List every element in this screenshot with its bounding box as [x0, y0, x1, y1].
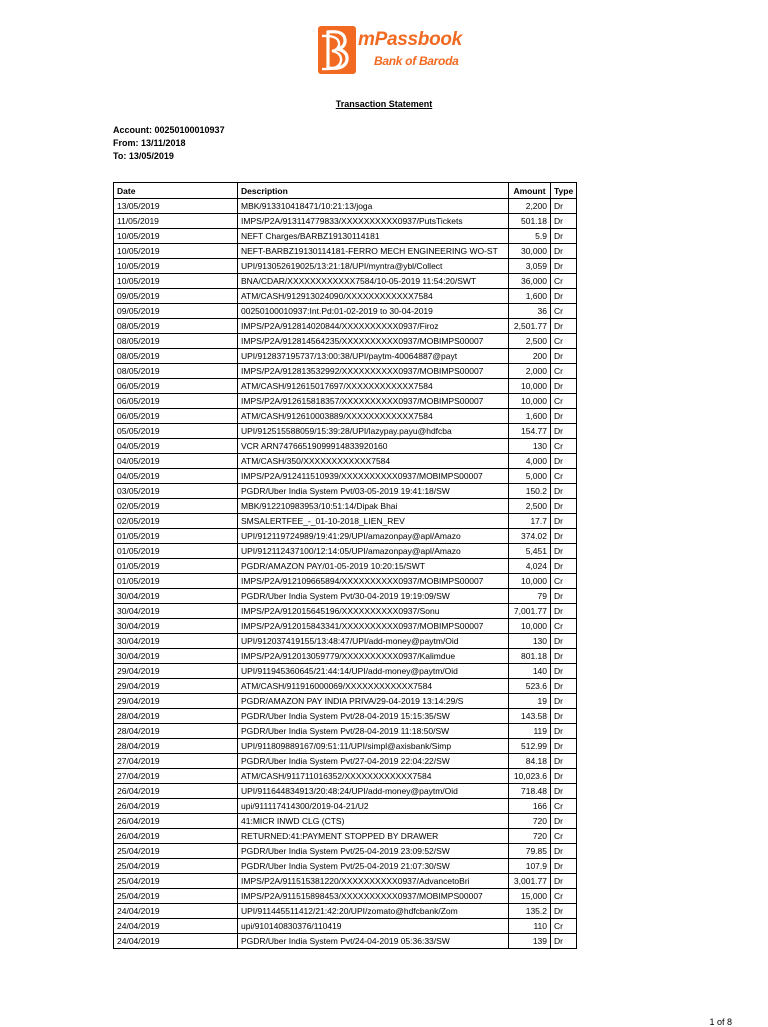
cell-date: 10/05/2019 — [114, 244, 238, 259]
table-row — [114, 934, 577, 949]
cell-description: UPI/911809889167/09:51:11/UPI/simpl@axisbank/Simp — [238, 739, 509, 754]
cell-amount: 10,023.6 — [509, 769, 551, 784]
cell-date: 25/04/2019 — [114, 844, 238, 859]
cell-type: Cr — [551, 469, 577, 484]
cell-type: Cr — [551, 619, 577, 634]
cell-date: 25/04/2019 — [114, 889, 238, 904]
cell-type: Dr — [551, 199, 577, 214]
cell-description: upi/911117414300/2019-04-21/U2 — [238, 799, 509, 814]
header-type: Type — [551, 183, 577, 199]
bank-logo — [318, 24, 462, 80]
cell-description: NEFT Charges/BARBZ19130114181 — [238, 229, 509, 244]
table-row — [114, 199, 577, 214]
cell-amount: 143.58 — [509, 709, 551, 724]
cell-amount: 135.2 — [509, 904, 551, 919]
cell-description: upi/910140830376/110419 — [238, 919, 509, 934]
table-row — [114, 664, 577, 679]
cell-date: 02/05/2019 — [114, 514, 238, 529]
table-row — [114, 289, 577, 304]
cell-date: 04/05/2019 — [114, 454, 238, 469]
table-row — [114, 634, 577, 649]
table-row — [114, 244, 577, 259]
table-row — [114, 784, 577, 799]
cell-date: 03/05/2019 — [114, 484, 238, 499]
table-row — [114, 484, 577, 499]
table-row — [114, 304, 577, 319]
table-row — [114, 319, 577, 334]
cell-date: 25/04/2019 — [114, 874, 238, 889]
cell-description: IMPS/P2A/912013059779/XXXXXXXXXX0937/Kalimdue — [238, 649, 509, 664]
cell-amount: 107.9 — [509, 859, 551, 874]
cell-type: Dr — [551, 844, 577, 859]
cell-type: Dr — [551, 724, 577, 739]
table-row — [114, 469, 577, 484]
table-row — [114, 739, 577, 754]
cell-description: IMPS/P2A/912109665894/XXXXXXXXXX0937/MOBIMPS00007 — [238, 574, 509, 589]
cell-type: Dr — [551, 319, 577, 334]
cell-amount: 140 — [509, 664, 551, 679]
cell-type: Dr — [551, 514, 577, 529]
cell-type: Dr — [551, 754, 577, 769]
cell-date: 28/04/2019 — [114, 739, 238, 754]
page-number: 1 of 8 — [709, 1017, 732, 1027]
cell-description: ATM/CASH/911711016352/XXXXXXXXXXXX7584 — [238, 769, 509, 784]
cell-type: Dr — [551, 859, 577, 874]
cell-amount: 84.18 — [509, 754, 551, 769]
cell-type: Cr — [551, 829, 577, 844]
table-row — [114, 514, 577, 529]
cell-description: RETURNED:41:PAYMENT STOPPED BY DRAWER — [238, 829, 509, 844]
cell-amount: 10,000 — [509, 574, 551, 589]
cell-amount: 79 — [509, 589, 551, 604]
cell-type: Dr — [551, 934, 577, 949]
period-to: To: 13/05/2019 — [113, 151, 174, 161]
cell-date: 26/04/2019 — [114, 829, 238, 844]
table-row — [114, 379, 577, 394]
cell-type: Dr — [551, 784, 577, 799]
cell-date: 11/05/2019 — [114, 214, 238, 229]
header-description: Description — [238, 183, 509, 199]
cell-description: IMPS/P2A/911515381220/XXXXXXXXXX0937/AdvancetoBri — [238, 874, 509, 889]
table-row — [114, 559, 577, 574]
cell-description: UPI/912119724989/19:41:29/UPI/amazonpay@apl/Amazo — [238, 529, 509, 544]
table-row — [114, 454, 577, 469]
cell-type: Cr — [551, 334, 577, 349]
cell-amount: 200 — [509, 349, 551, 364]
cell-date: 30/04/2019 — [114, 634, 238, 649]
table-row — [114, 904, 577, 919]
cell-date: 27/04/2019 — [114, 769, 238, 784]
cell-date: 10/05/2019 — [114, 274, 238, 289]
table-row — [114, 754, 577, 769]
cell-description: NEFT-BARBZ19130114181-FERRO MECH ENGINEERING WO-ST — [238, 244, 509, 259]
cell-description: UPI/911945360645/21:44:14/UPI/add-money@paytm/Oid — [238, 664, 509, 679]
cell-description: PGDR/Uber India System Pvt/28-04-2019 11:18:50/SW — [238, 724, 509, 739]
cell-amount: 110 — [509, 919, 551, 934]
cell-date: 04/05/2019 — [114, 469, 238, 484]
cell-type: Dr — [551, 739, 577, 754]
cell-description: UPI/911445511412/21:42:20/UPI/zomato@hdfcbank/Zom — [238, 904, 509, 919]
cell-date: 05/05/2019 — [114, 424, 238, 439]
cell-date: 24/04/2019 — [114, 904, 238, 919]
cell-amount: 720 — [509, 814, 551, 829]
cell-description: IMPS/P2A/911515898453/XXXXXXXXXX0937/MOBIMPS00007 — [238, 889, 509, 904]
cell-description: UPI/912112437100/12:14:05/UPI/amazonpay@apl/Amazo — [238, 544, 509, 559]
table-row — [114, 919, 577, 934]
cell-date: 08/05/2019 — [114, 349, 238, 364]
cell-amount: 154.77 — [509, 424, 551, 439]
cell-type: Dr — [551, 214, 577, 229]
cell-description: UPI/912037419155/13:48:47/UPI/add-money@paytm/Oid — [238, 634, 509, 649]
cell-description: SMSALERTFEE_-_01-10-2018_LIEN_REV — [238, 514, 509, 529]
table-row — [114, 229, 577, 244]
cell-date: 09/05/2019 — [114, 304, 238, 319]
cell-date: 02/05/2019 — [114, 499, 238, 514]
cell-type: Dr — [551, 634, 577, 649]
table-row — [114, 874, 577, 889]
cell-date: 28/04/2019 — [114, 709, 238, 724]
cell-description: UPI/912515588059/15:39:28/UPI/lazypay.payu@hdfcba — [238, 424, 509, 439]
cell-description: UPI/912837195737/13:00:38/UPI/paytm-40064887@payt — [238, 349, 509, 364]
cell-description: UPI/913052619025/13:21:18/UPI/myntra@ybl/Collect — [238, 259, 509, 274]
cell-description: ATM/CASH/912610003889/XXXXXXXXXXXX7584 — [238, 409, 509, 424]
cell-date: 30/04/2019 — [114, 589, 238, 604]
table-row — [114, 529, 577, 544]
cell-description: PGDR/Uber India System Pvt/27-04-2019 22:04:22/SW — [238, 754, 509, 769]
cell-description: IMPS/P2A/912814020844/XXXXXXXXXX0937/Firoz — [238, 319, 509, 334]
cell-type: Cr — [551, 799, 577, 814]
table-body — [114, 199, 577, 949]
table-row — [114, 694, 577, 709]
cell-date: 29/04/2019 — [114, 664, 238, 679]
cell-amount: 512.99 — [509, 739, 551, 754]
cell-date: 06/05/2019 — [114, 394, 238, 409]
cell-type: Dr — [551, 424, 577, 439]
cell-type: Cr — [551, 919, 577, 934]
cell-date: 06/05/2019 — [114, 409, 238, 424]
cell-description: PGDR/Uber India System Pvt/24-04-2019 05:36:33/SW — [238, 934, 509, 949]
cell-type: Cr — [551, 889, 577, 904]
cell-amount: 139 — [509, 934, 551, 949]
cell-type: Dr — [551, 604, 577, 619]
table-row — [114, 844, 577, 859]
cell-description: PGDR/Uber India System Pvt/03-05-2019 19:41:18/SW — [238, 484, 509, 499]
cell-amount: 5,451 — [509, 544, 551, 559]
cell-type: Dr — [551, 664, 577, 679]
cell-description: 41:MICR INWD CLG (CTS) — [238, 814, 509, 829]
cell-description: IMPS/P2A/912814564235/XXXXXXXXXX0937/MOBIMPS00007 — [238, 334, 509, 349]
cell-amount: 5,000 — [509, 469, 551, 484]
cell-date: 26/04/2019 — [114, 814, 238, 829]
cell-amount: 2,000 — [509, 364, 551, 379]
cell-amount: 374.02 — [509, 529, 551, 544]
cell-description: MBK/912210983953/10:51:14/Dipak Bhai — [238, 499, 509, 514]
cell-amount: 36,000 — [509, 274, 551, 289]
table-row — [114, 394, 577, 409]
cell-amount: 1,600 — [509, 289, 551, 304]
cell-type: Dr — [551, 484, 577, 499]
cell-amount: 501.18 — [509, 214, 551, 229]
cell-type: Cr — [551, 574, 577, 589]
cell-amount: 4,024 — [509, 559, 551, 574]
account-number: Account: 00250100010937 — [113, 125, 225, 135]
cell-amount: 3,001.77 — [509, 874, 551, 889]
cell-amount: 30,000 — [509, 244, 551, 259]
cell-amount: 2,200 — [509, 199, 551, 214]
cell-date: 24/04/2019 — [114, 919, 238, 934]
cell-date: 30/04/2019 — [114, 604, 238, 619]
table-row — [114, 214, 577, 229]
table-header-row — [114, 183, 577, 199]
cell-amount: 4,000 — [509, 454, 551, 469]
cell-date: 01/05/2019 — [114, 529, 238, 544]
cell-description: PGDR/AMAZON PAY INDIA PRIVA/29-04-2019 13:14:29/S — [238, 694, 509, 709]
cell-date: 01/05/2019 — [114, 574, 238, 589]
cell-amount: 17.7 — [509, 514, 551, 529]
cell-type: Cr — [551, 439, 577, 454]
cell-type: Dr — [551, 529, 577, 544]
cell-description: IMPS/P2A/912411510939/XXXXXXXXXX0937/MOBIMPS00007 — [238, 469, 509, 484]
table-row — [114, 589, 577, 604]
table-row — [114, 424, 577, 439]
cell-description: PGDR/Uber India System Pvt/28-04-2019 15:15:35/SW — [238, 709, 509, 724]
table-row — [114, 769, 577, 784]
cell-amount: 523.6 — [509, 679, 551, 694]
table-row — [114, 349, 577, 364]
cell-date: 29/04/2019 — [114, 679, 238, 694]
cell-date: 13/05/2019 — [114, 199, 238, 214]
cell-type: Dr — [551, 649, 577, 664]
cell-date: 10/05/2019 — [114, 259, 238, 274]
period-from: From: 13/11/2018 — [113, 138, 186, 148]
cell-type: Dr — [551, 709, 577, 724]
table-row — [114, 274, 577, 289]
cell-description: IMPS/P2A/912015843341/XXXXXXXXXX0937/MOBIMPS00007 — [238, 619, 509, 634]
cell-type: Cr — [551, 394, 577, 409]
cell-type: Dr — [551, 679, 577, 694]
table-row — [114, 724, 577, 739]
table-row — [114, 604, 577, 619]
cell-date: 25/04/2019 — [114, 859, 238, 874]
table-row — [114, 889, 577, 904]
cell-type: Dr — [551, 559, 577, 574]
table-row — [114, 649, 577, 664]
cell-amount: 19 — [509, 694, 551, 709]
cell-date: 24/04/2019 — [114, 934, 238, 949]
table-row — [114, 409, 577, 424]
table-row — [114, 574, 577, 589]
cell-amount: 15,000 — [509, 889, 551, 904]
cell-amount: 10,000 — [509, 619, 551, 634]
cell-description: IMPS/P2A/912015645196/XXXXXXXXXX0937/Sonu — [238, 604, 509, 619]
cell-date: 29/04/2019 — [114, 694, 238, 709]
cell-amount: 79.85 — [509, 844, 551, 859]
table-row — [114, 829, 577, 844]
transactions-table — [113, 182, 577, 949]
cell-type: Dr — [551, 694, 577, 709]
header-amount: Amount — [509, 183, 551, 199]
cell-description: ATM/CASH/911916000069/XXXXXXXXXXXX7584 — [238, 679, 509, 694]
cell-type: Dr — [551, 589, 577, 604]
cell-amount: 720 — [509, 829, 551, 844]
cell-description: IMPS/P2A/912615818357/XXXXXXXXXX0937/MOBIMPS00007 — [238, 394, 509, 409]
brand-name: mPassbook — [358, 29, 462, 50]
cell-description: MBK/913310418471/10:21:13/joga — [238, 199, 509, 214]
cell-date: 08/05/2019 — [114, 319, 238, 334]
cell-description: PGDR/AMAZON PAY/01-05-2019 10:20:15/SWT — [238, 559, 509, 574]
cell-description: IMPS/P2A/912813532992/XXXXXXXXXX0937/MOBIMPS00007 — [238, 364, 509, 379]
cell-type: Cr — [551, 364, 577, 379]
cell-description: 00250100010937:Int.Pd:01-02-2019 to 30-04-2019 — [238, 304, 509, 319]
cell-date: 09/05/2019 — [114, 289, 238, 304]
cell-type: Dr — [551, 874, 577, 889]
cell-amount: 10,000 — [509, 379, 551, 394]
table-row — [114, 259, 577, 274]
table-row — [114, 679, 577, 694]
cell-type: Cr — [551, 274, 577, 289]
cell-amount: 10,000 — [509, 394, 551, 409]
table-row — [114, 859, 577, 874]
table-row — [114, 709, 577, 724]
cell-description: UPI/911644834913/20:48:24/UPI/add-money@paytm/Oid — [238, 784, 509, 799]
cell-date: 01/05/2019 — [114, 559, 238, 574]
cell-description: ATM/CASH/912615017697/XXXXXXXXXXXX7584 — [238, 379, 509, 394]
cell-type: Dr — [551, 904, 577, 919]
cell-date: 26/04/2019 — [114, 799, 238, 814]
cell-date: 10/05/2019 — [114, 229, 238, 244]
cell-amount: 130 — [509, 439, 551, 454]
cell-amount: 119 — [509, 724, 551, 739]
table-row — [114, 619, 577, 634]
cell-description: BNA/CDAR/XXXXXXXXXXXX7584/10-05-2019 11:54:20/SWT — [238, 274, 509, 289]
cell-type: Dr — [551, 244, 577, 259]
cell-description: PGDR/Uber India System Pvt/30-04-2019 19:19:09/SW — [238, 589, 509, 604]
cell-date: 04/05/2019 — [114, 439, 238, 454]
cell-type: Dr — [551, 814, 577, 829]
cell-amount: 3,059 — [509, 259, 551, 274]
table-row — [114, 439, 577, 454]
cell-amount: 2,501.77 — [509, 319, 551, 334]
cell-amount: 2,500 — [509, 499, 551, 514]
cell-type: Dr — [551, 259, 577, 274]
cell-amount: 718.48 — [509, 784, 551, 799]
bank-name: Bank of Baroda — [374, 54, 459, 68]
cell-date: 08/05/2019 — [114, 364, 238, 379]
cell-amount: 166 — [509, 799, 551, 814]
cell-amount: 36 — [509, 304, 551, 319]
cell-type: Dr — [551, 379, 577, 394]
cell-description: ATM/CASH/912913024090/XXXXXXXXXXXX7584 — [238, 289, 509, 304]
table-row — [114, 544, 577, 559]
table-row — [114, 799, 577, 814]
table-row — [114, 499, 577, 514]
cell-amount: 150.2 — [509, 484, 551, 499]
cell-amount: 801.18 — [509, 649, 551, 664]
cell-date: 06/05/2019 — [114, 379, 238, 394]
cell-date: 08/05/2019 — [114, 334, 238, 349]
cell-type: Dr — [551, 229, 577, 244]
cell-amount: 5.9 — [509, 229, 551, 244]
cell-type: Dr — [551, 769, 577, 784]
cell-amount: 1,600 — [509, 409, 551, 424]
cell-amount: 2,500 — [509, 334, 551, 349]
cell-amount: 7,001.77 — [509, 604, 551, 619]
cell-description: ATM/CASH/350/XXXXXXXXXXXX7584 — [238, 454, 509, 469]
cell-date: 28/04/2019 — [114, 724, 238, 739]
cell-description: VCR ARN74766519099914833920160 — [238, 439, 509, 454]
table-row — [114, 364, 577, 379]
cell-date: 01/05/2019 — [114, 544, 238, 559]
cell-type: Cr — [551, 304, 577, 319]
table-row — [114, 814, 577, 829]
cell-amount: 130 — [509, 634, 551, 649]
cell-date: 26/04/2019 — [114, 784, 238, 799]
cell-type: Dr — [551, 499, 577, 514]
table-row — [114, 334, 577, 349]
cell-date: 30/04/2019 — [114, 619, 238, 634]
cell-type: Dr — [551, 349, 577, 364]
cell-date: 30/04/2019 — [114, 649, 238, 664]
cell-description: IMPS/P2A/913114779833/XXXXXXXXXX0937/PutsTickets — [238, 214, 509, 229]
header-date: Date — [114, 183, 238, 199]
cell-type: Dr — [551, 454, 577, 469]
page-title: Transaction Statement — [335, 99, 433, 109]
cell-type: Dr — [551, 409, 577, 424]
cell-type: Dr — [551, 289, 577, 304]
account-info — [113, 124, 225, 163]
cell-date: 27/04/2019 — [114, 754, 238, 769]
cell-type: Dr — [551, 544, 577, 559]
cell-description: PGDR/Uber India System Pvt/25-04-2019 23:09:52/SW — [238, 844, 509, 859]
bank-of-baroda-emblem-icon — [318, 26, 356, 74]
cell-description: PGDR/Uber India System Pvt/25-04-2019 21:07:30/SW — [238, 859, 509, 874]
